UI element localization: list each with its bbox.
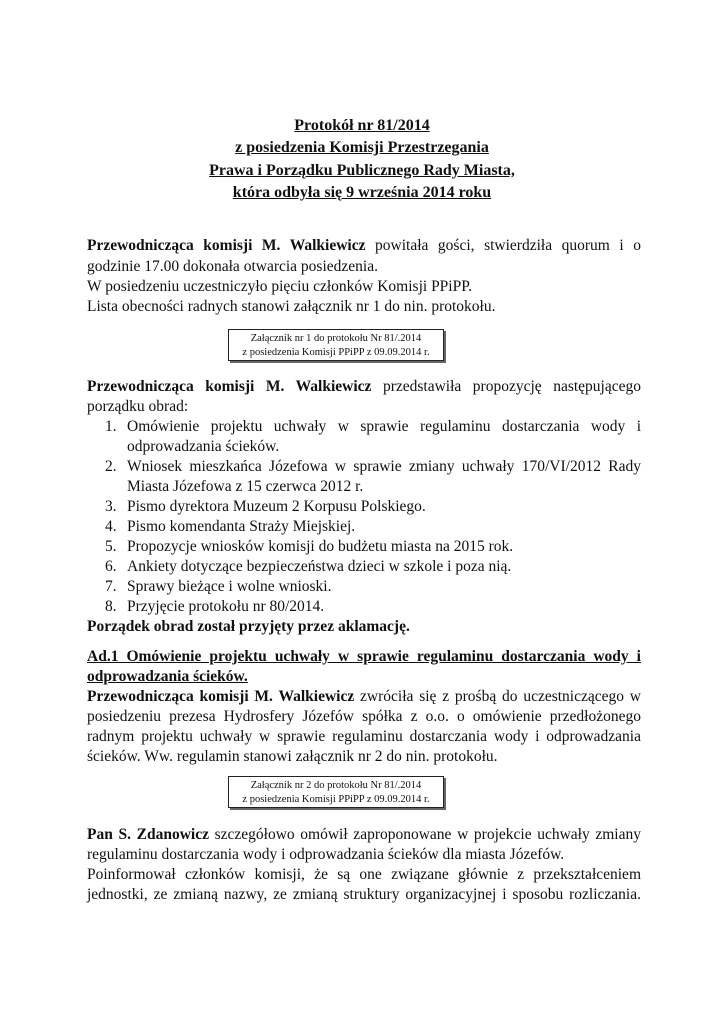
zdanowicz-paragraph-line-1 <box>87 826 641 844</box>
intro-text: powitała gości, stwierdziła quorum i o <box>365 237 641 254</box>
ad1-heading-line-1: Ad.1 Omówienie projektu uchwały w sprawie regulaminu dostarczania wody i <box>87 648 641 665</box>
zdanowicz-paragraph-line-2: regulaminu dostarczania wody i odprowadzania ścieków dla miasta Józefów. <box>87 846 565 863</box>
ad1-text: zwróciła się z prośbą do uczestniczącego w <box>354 688 641 705</box>
attendance-sentence: W posiedzeniu uczestniczyło pięciu członków Komisji PPiPP. <box>87 278 473 295</box>
attachment-1-line-2: z posiedzenia Komisji PPiPP z 09.09.2014 r. <box>242 347 430 358</box>
ad1-heading-line-2: odprowadzania ścieków. <box>87 668 248 685</box>
agenda-item-7: 7. Sprawy bieżące i wolne wnioski. <box>105 578 332 595</box>
intro-paragraph-line-1 <box>87 237 641 255</box>
agenda-item-4: 4. Pismo komendanta Straży Miejskiej. <box>105 518 356 535</box>
document-title-line-1: Protokół nr 81/2014 <box>294 117 430 134</box>
zdanowicz-text: szczegółowo omówił zaproponowane w projekcie uchwały zmiany <box>208 826 641 843</box>
attachment-2-line-1: Załącznik nr 2 do protokołu Nr 81/.2014 <box>250 780 422 791</box>
agenda-item-6: 6. Ankiety dotyczące bezpieczeństwa dzieci w szkole i poza nią. <box>105 558 512 575</box>
agenda-lead-text: przedstawiła propozycję następującego <box>371 378 641 395</box>
agenda-item-5: 5. Propozycje wniosków komisji do budżetu miasta na 2015 rok. <box>105 538 514 555</box>
document-title-line-3: Prawa i Porządku Publicznego Rady Miasta, <box>209 162 515 179</box>
agenda-item-2-cont: Miasta Józefowa z 15 czerwca 2012 r. <box>127 478 364 495</box>
ad1-paragraph-line-3: radnym projektu uchwały w sprawie regulaminu dostarczania wody i odprowadzania <box>87 728 641 745</box>
ad1-paragraph-line-1 <box>87 688 641 706</box>
document-title-line-4: która odbyła się 9 września 2014 roku <box>232 184 492 201</box>
zdanowicz-paragraph-2-line-1: Poinformował członków komisji, że są one związane głównie z przekształceniem <box>87 866 641 883</box>
agenda-item-3: 3. Pismo dyrektora Muzeum 2 Korpusu Polskiego. <box>105 498 426 515</box>
agenda-lead-line-1 <box>87 378 641 396</box>
agenda-lead-line-2: porządku obrad: <box>87 398 189 415</box>
agenda-item-1-cont: odprowadzania ścieków. <box>127 438 280 455</box>
speaker-name: Pan S. Zdanowicz <box>87 826 209 843</box>
agenda-item-8: 8. Przyjęcie protokołu nr 80/2014. <box>105 598 325 615</box>
zdanowicz-paragraph-2-line-2: jednostki, ze zmianą nazwy, ze zmianą struktury organizacyjnej i sposobu rozliczania. <box>87 886 641 903</box>
attachment-1-line-1: Załącznik nr 1 do protokołu Nr 81/.2014 <box>250 333 422 344</box>
agenda-item-1: 1. Omówienie projektu uchwały w sprawie regulaminu dostarczania wody i <box>105 418 641 435</box>
ad1-paragraph-line-2: posiedzeniu prezesa Hydrosfery Józefów spółka z o.o. o omówienie przedłożonego <box>87 708 641 725</box>
attachment-2-box <box>228 776 444 808</box>
attachment-2-line-2: z posiedzenia Komisji PPiPP z 09.09.2014 r. <box>242 794 430 805</box>
intro-paragraph-line-2: godzinie 17.00 dokonała otwarcia posiedzenia. <box>87 258 378 275</box>
attendance-list-note: Lista obecności radnych stanowi załącznik nr 1 do nin. protokołu. <box>87 298 496 315</box>
chairwoman-name: Przewodnicząca komisji M. Walkiewicz <box>87 237 366 254</box>
attachment-1-box <box>228 329 444 361</box>
ad1-paragraph-line-4: ścieków. Ww. regulamin stanowi załącznik nr 2 do nin. protokołu. <box>87 748 498 765</box>
agenda-item-2: 2. Wniosek mieszkańca Józefowa w sprawie zmiany uchwały 170/VI/2012 Rady <box>105 458 641 475</box>
document-title-line-2: z posiedzenia Komisji Przestrzegania <box>235 139 489 156</box>
chairwoman-name: Przewodnicząca komisji M. Walkiewicz <box>87 378 372 395</box>
chairwoman-name: Przewodnicząca komisji M. Walkiewicz <box>87 688 355 705</box>
agenda-accepted: Porządek obrad został przyjęty przez aklamację. <box>87 618 410 635</box>
